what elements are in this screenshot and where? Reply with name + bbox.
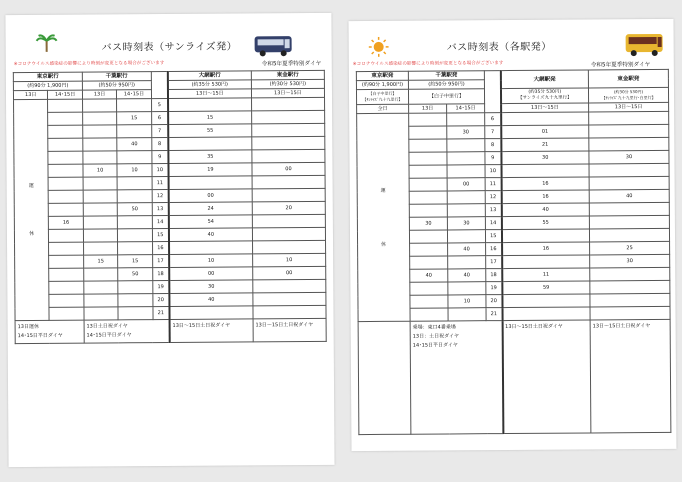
bus-icon xyxy=(254,33,294,57)
hour-cell: 5 xyxy=(151,99,168,112)
cell-omami xyxy=(501,164,589,178)
footnote-togane: 13日～15日土日祝ダイヤ xyxy=(253,318,326,342)
cell-togane: 00 xyxy=(253,266,326,280)
cell-omami: 30 xyxy=(169,280,253,294)
special-schedule-label: 令和5年夏季特別ダイヤ xyxy=(590,62,651,69)
cell-chiba-13 xyxy=(83,138,118,151)
cell-chiba-13 xyxy=(83,203,118,216)
hour-cell: 10 xyxy=(485,165,501,178)
cell-omami: 55 xyxy=(501,216,589,230)
cell-omami xyxy=(502,294,590,308)
cell-tokyo-14-15 xyxy=(48,112,83,125)
timetable-body xyxy=(14,97,327,320)
cell-chiba-14-15: 40 xyxy=(448,269,486,282)
col-omami: 大網駅行 xyxy=(168,71,252,81)
cell-chiba-14-15: 30 xyxy=(447,217,485,230)
cell-omami: 40 xyxy=(501,203,589,217)
footnote-chiba: 乗場：東口4番乗場 13日：土日祝ダイヤ 14･15日平日ダイヤ xyxy=(410,321,503,435)
col-tokyo: 東京駅行 xyxy=(13,72,82,81)
cell-omami: 24 xyxy=(169,202,253,216)
cell-togane xyxy=(590,306,670,320)
hour-cell: 19 xyxy=(486,282,502,295)
timetable-stations xyxy=(356,69,672,435)
hour-cell: 16 xyxy=(152,242,169,255)
cell-chiba-13: 15 xyxy=(83,255,118,268)
cell-chiba-14-15 xyxy=(118,216,153,229)
hour-cell: 21 xyxy=(153,307,170,320)
cell-chiba-13 xyxy=(410,308,448,321)
cell-chiba-13 xyxy=(84,294,119,307)
cell-chiba-14-15 xyxy=(118,281,153,294)
day-13-15: 13日～15日 xyxy=(251,88,324,98)
cell-togane xyxy=(589,137,669,151)
cell-chiba-14-15: 30 xyxy=(447,126,485,139)
cell-togane xyxy=(252,227,325,241)
cell-omami xyxy=(169,306,253,320)
cell-togane xyxy=(252,136,325,150)
cell-chiba-13 xyxy=(83,151,118,164)
hour-cell: 18 xyxy=(486,269,502,282)
cell-omami xyxy=(168,176,252,190)
cell-chiba-14-15 xyxy=(117,177,152,190)
day-14-15: 14･15日 xyxy=(48,90,82,99)
cell-chiba-14-15: 10 xyxy=(117,164,152,177)
cell-tokyo-14-15 xyxy=(49,255,84,268)
col-togane: 東金駅行 xyxy=(251,70,324,80)
cell-chiba-13 xyxy=(410,295,448,308)
cell-chiba-13 xyxy=(83,190,118,203)
cell-omami xyxy=(168,137,252,151)
hour-cell: 17 xyxy=(486,256,502,269)
fare-togane: (約30分 530円) 【ｻﾝﾗｲｽﾞ九十九里行･白里行】 xyxy=(588,87,668,103)
timetable-body xyxy=(357,111,670,321)
cell-togane xyxy=(590,267,670,281)
cell-togane xyxy=(590,293,670,307)
hour-cell: 12 xyxy=(485,191,501,204)
hour-cell: 10 xyxy=(152,164,169,177)
hour-cell: 14 xyxy=(152,216,169,229)
cell-chiba-14-15 xyxy=(447,191,485,204)
hour-cell: 15 xyxy=(485,230,501,243)
cell-chiba-14-15 xyxy=(447,165,485,178)
col-chiba: 千葉駅発 xyxy=(408,71,484,81)
hour-cell: 20 xyxy=(486,295,502,308)
cell-tokyo-14-15 xyxy=(48,125,83,138)
col-chiba: 千葉駅行 xyxy=(82,72,151,81)
hour-cell: 6 xyxy=(151,112,168,125)
cell-chiba-14-15 xyxy=(447,152,485,165)
cell-chiba-14-15 xyxy=(447,139,485,152)
hour-cell: 19 xyxy=(153,281,170,294)
footnote-chiba: 13日土日祝ダイヤ 14･15日平日ダイヤ xyxy=(84,320,170,344)
cell-chiba-13 xyxy=(83,177,118,190)
cell-chiba-14-15 xyxy=(118,294,153,307)
special-schedule-label: 令和5年夏季特別ダイヤ xyxy=(261,60,322,68)
cell-chiba-13 xyxy=(82,99,117,112)
hour-cell: 12 xyxy=(152,190,169,203)
cell-togane xyxy=(589,176,669,190)
cell-omami xyxy=(502,255,590,269)
cell-togane xyxy=(252,149,325,163)
cell-chiba-13 xyxy=(409,113,447,126)
cell-togane: 30 xyxy=(590,254,670,268)
cell-chiba-13 xyxy=(409,178,447,191)
day-13-15: 13日～15日 xyxy=(589,102,669,112)
cell-chiba-13 xyxy=(83,216,118,229)
cell-tokyo-14-15 xyxy=(48,138,83,151)
day-13: 13日 xyxy=(409,104,447,113)
day-14-15: 14･15日 xyxy=(447,104,485,113)
covid-notice: ※コロナウイルス感染症の影響により時刻が変更となる場合がございます xyxy=(352,61,504,68)
cell-chiba-14-15 xyxy=(118,307,153,320)
cell-chiba-14-15: 50 xyxy=(118,268,153,281)
cell-tokyo-14-15: 16 xyxy=(49,216,84,229)
cell-omami: 00 xyxy=(169,267,253,281)
cell-omami: 54 xyxy=(169,215,253,229)
cell-chiba-13 xyxy=(83,229,118,242)
page-title: バス時刻表（各駅発） xyxy=(446,41,552,54)
col-tokyo: 東京駅発 xyxy=(356,71,408,80)
cell-omami: 40 xyxy=(169,228,253,242)
cell-togane xyxy=(252,240,325,254)
cell-omami xyxy=(501,112,589,126)
cell-omami xyxy=(502,307,590,321)
fare-chiba: (約50分 950円) xyxy=(82,81,151,90)
hour-cell: 6 xyxy=(485,113,501,126)
cell-togane xyxy=(589,228,669,242)
cell-chiba-13 xyxy=(409,152,447,165)
cell-chiba-13: 40 xyxy=(410,269,448,282)
footnote-togane: 13日～15日土日祝ダイヤ xyxy=(590,319,671,433)
cell-togane xyxy=(253,305,326,319)
cell-togane xyxy=(252,175,325,189)
cell-omami xyxy=(168,98,252,112)
hour-cell: 14 xyxy=(485,217,501,230)
cell-omami: 55 xyxy=(168,124,252,138)
cell-chiba-14-15 xyxy=(117,151,152,164)
hour-cell: 18 xyxy=(152,268,169,281)
cell-chiba-13 xyxy=(410,256,448,269)
sun-icon xyxy=(369,37,389,57)
cell-chiba-14-15: 50 xyxy=(118,203,153,216)
hour-cell: 11 xyxy=(152,177,169,190)
unkyu-tokyo-13: 運 休 xyxy=(14,99,50,320)
cell-chiba-14-15 xyxy=(447,113,485,126)
cell-omami: 16 xyxy=(502,242,590,256)
hour-cell: 9 xyxy=(485,152,501,165)
cell-chiba-14-15 xyxy=(117,125,152,138)
cell-omami: 10 xyxy=(169,254,253,268)
cell-togane: 10 xyxy=(252,253,325,267)
fare-tokyo: (約90分 1,900円) xyxy=(356,80,408,89)
cell-tokyo-14-15 xyxy=(49,190,84,203)
hour-cell: 21 xyxy=(486,308,502,321)
timetable-page-stations xyxy=(349,19,677,451)
cell-tokyo-14-15 xyxy=(49,294,84,307)
cell-chiba-13 xyxy=(410,282,448,295)
day-14-15: 14･15日 xyxy=(117,90,151,99)
footnote-tokyo: 13日運休 14･15日平日ダイヤ xyxy=(15,320,84,343)
col-hour xyxy=(151,72,168,99)
cell-togane: 40 xyxy=(589,189,669,203)
hour-cell: 20 xyxy=(153,294,170,307)
timetable-page-sunrise xyxy=(5,13,334,467)
palm-tree-icon xyxy=(36,33,58,53)
cell-chiba-13 xyxy=(409,165,447,178)
cell-chiba-13 xyxy=(83,125,118,138)
day-13-15: 13日～15日 xyxy=(501,103,589,113)
cell-omami xyxy=(169,241,253,255)
hour-cell: 8 xyxy=(152,138,169,151)
cell-chiba-13 xyxy=(84,281,119,294)
bus-icon xyxy=(625,31,665,57)
day-13-15: 13日～15日 xyxy=(168,89,252,99)
cell-omami: 19 xyxy=(168,163,252,177)
cell-chiba-13: 10 xyxy=(83,164,118,177)
cell-chiba-14-15 xyxy=(448,256,486,269)
cell-togane xyxy=(589,124,669,138)
cell-chiba-14-15 xyxy=(447,230,485,243)
cell-omami: 16 xyxy=(501,177,589,191)
cell-togane xyxy=(589,111,669,125)
cell-chiba-14-15 xyxy=(448,308,486,321)
cell-togane xyxy=(589,215,669,229)
hour-cell: 17 xyxy=(152,255,169,268)
hour-cell: 7 xyxy=(151,125,168,138)
cell-chiba-13: 30 xyxy=(409,217,447,230)
cell-omami: 00 xyxy=(169,189,253,203)
hour-cell: 7 xyxy=(485,126,501,139)
cell-omami: 59 xyxy=(502,281,590,295)
cell-omami: 15 xyxy=(168,111,252,125)
cell-togane: 25 xyxy=(590,241,670,255)
cell-togane xyxy=(589,163,669,177)
hour-cell: 8 xyxy=(485,139,501,152)
day-13: 13日 xyxy=(82,90,116,99)
cell-togane xyxy=(251,110,324,124)
cell-omami: 01 xyxy=(501,125,589,139)
col-omami: 大網駅発 xyxy=(500,70,588,89)
cell-omami: 30 xyxy=(501,151,589,165)
hour-cell: 13 xyxy=(152,203,169,216)
cell-tokyo-14-15 xyxy=(49,242,84,255)
cell-togane: 30 xyxy=(589,150,669,164)
cell-tokyo-14-15 xyxy=(48,99,83,112)
col-hour xyxy=(484,71,500,113)
hour-cell: 16 xyxy=(486,243,502,256)
cell-togane xyxy=(252,188,325,202)
cell-chiba-14-15: 00 xyxy=(447,178,485,191)
cell-tokyo-14-15 xyxy=(49,307,84,320)
cell-tokyo-14-15 xyxy=(49,229,84,242)
timetable-sunrise xyxy=(13,70,327,344)
fare-tokyo: (約90分 1,900円) xyxy=(13,81,82,90)
cell-chiba-13 xyxy=(409,204,447,217)
cell-chiba-13 xyxy=(410,243,448,256)
footnote-omami: 13日～15日土日祝ダイヤ xyxy=(502,320,591,434)
hour-cell: 15 xyxy=(152,229,169,242)
cell-omami: 11 xyxy=(502,268,590,282)
cell-tokyo-14-15 xyxy=(48,177,83,190)
cell-chiba-13 xyxy=(84,268,119,281)
cell-togane xyxy=(251,97,324,111)
cell-tokyo-14-15 xyxy=(48,151,83,164)
cell-tokyo-14-15 xyxy=(49,268,84,281)
cell-tokyo-14-15 xyxy=(48,164,83,177)
footnote-omami: 13日～15日土日祝ダイヤ xyxy=(169,319,253,343)
via-chiba: 【白子中里行】 xyxy=(408,89,484,105)
col-togane: 東金駅発 xyxy=(588,69,668,88)
day-13: 13日 xyxy=(13,90,47,99)
cell-chiba-14-15 xyxy=(117,99,152,112)
hour-cell: 13 xyxy=(485,204,501,217)
page-title: バス時刻表（サンライズ発） xyxy=(101,41,238,54)
cell-togane xyxy=(253,292,326,306)
cell-omami: 16 xyxy=(501,190,589,204)
cell-omami: 40 xyxy=(169,293,253,307)
footnote-tokyo xyxy=(358,321,411,434)
cell-tokyo-14-15 xyxy=(49,203,84,216)
cell-chiba-14-15: 15 xyxy=(117,112,152,125)
day-all: 全日 xyxy=(357,104,409,113)
cell-omami xyxy=(501,229,589,243)
cell-chiba-14-15 xyxy=(118,229,153,242)
cell-togane xyxy=(589,202,669,216)
cell-chiba-14-15: 40 xyxy=(117,138,152,151)
cell-chiba-13 xyxy=(83,242,118,255)
cell-chiba-13 xyxy=(409,126,447,139)
fare-togane: (約30分 530円) xyxy=(251,79,324,89)
cell-chiba-14-15 xyxy=(118,242,153,255)
cell-chiba-13 xyxy=(84,307,119,320)
cell-tokyo-14-15 xyxy=(49,281,84,294)
cell-chiba-14-15: 40 xyxy=(448,243,486,256)
cell-chiba-13 xyxy=(409,139,447,152)
cell-omami: 21 xyxy=(501,138,589,152)
cell-chiba-13 xyxy=(82,112,117,125)
cell-omami: 35 xyxy=(168,150,252,164)
covid-notice: ※コロナウイルス感染症の影響により時刻が変更となる場合がございます xyxy=(13,61,165,68)
cell-togane xyxy=(253,279,326,293)
cell-togane: 20 xyxy=(252,201,325,215)
cell-togane xyxy=(590,280,670,294)
cell-chiba-14-15 xyxy=(117,190,152,203)
hour-cell: 11 xyxy=(485,178,501,191)
cell-togane xyxy=(252,123,325,137)
via-tokyo: 【白子中里行】 【ｻﾝﾗｲｽﾞ九十九里行】 xyxy=(356,89,408,104)
cell-chiba-14-15 xyxy=(448,282,486,295)
hour-cell: 9 xyxy=(152,151,169,164)
cell-chiba-13 xyxy=(409,230,447,243)
unkyu-tokyo: 運 休 xyxy=(357,113,410,321)
fare-chiba: (約50分 950円) xyxy=(408,80,484,90)
cell-chiba-13 xyxy=(409,191,447,204)
cell-chiba-14-15 xyxy=(447,204,485,217)
fare-omami: (約35分 530円) 【サンライズ九十九里行】 xyxy=(500,88,588,104)
cell-chiba-14-15: 15 xyxy=(118,255,153,268)
cell-chiba-14-15: 10 xyxy=(448,295,486,308)
cell-togane: 00 xyxy=(252,162,325,176)
cell-togane xyxy=(252,214,325,228)
fare-omami: (約35分 530円) xyxy=(168,80,252,90)
